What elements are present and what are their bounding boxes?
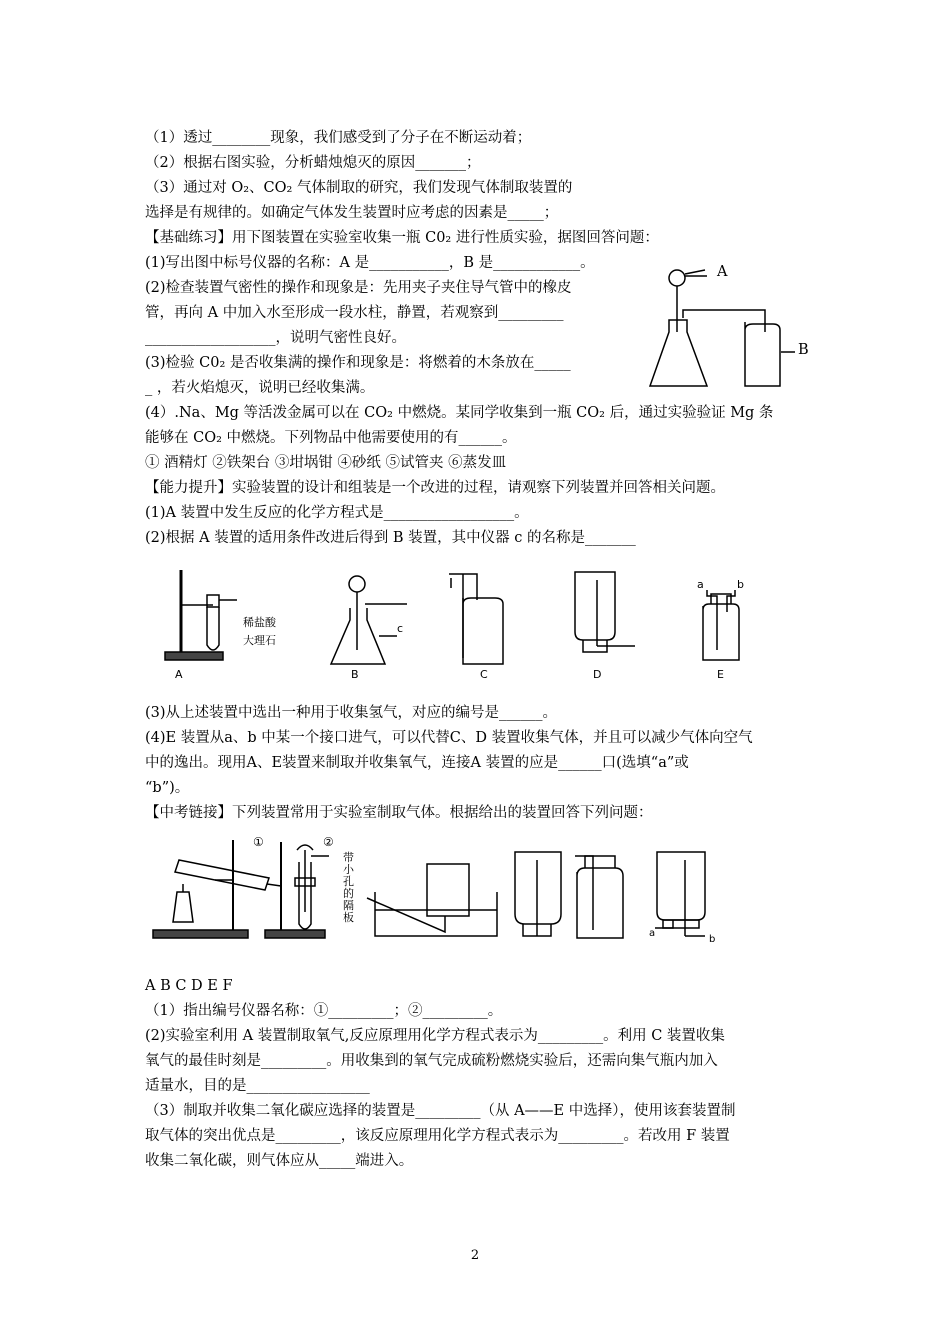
- figure2-label-a: a: [697, 578, 704, 591]
- figure2-caption-b: B: [351, 668, 359, 681]
- figure2-caption-a: A: [175, 668, 183, 681]
- figure1-label-b: B: [798, 342, 809, 358]
- text-line-9: __________________，说明气密性良好。: [145, 330, 406, 346]
- figure2-label-caco3: 大理石: [243, 634, 276, 647]
- text-line-13: 能够在 CO₂ 中燃烧。下列物品中他需要使用的有______。: [145, 430, 517, 446]
- text-line-16: (1)A 装置中发生反应的化学方程式是__________________。: [145, 505, 529, 521]
- text-line-10: (3)检验 C0₂ 是否收集满的操作和现象是：将燃着的木条放在_____: [145, 355, 571, 371]
- text-line-17: (2)根据 A 装置的适用条件改进后得到 B 装置，其中仪器 c 的名称是_______: [145, 530, 636, 546]
- text-line-3: （3）通过对 O₂、CO₂ 气体制取的研究，我们发现气体制取装置的: [145, 180, 573, 196]
- figure-apparatus-1: [645, 262, 810, 394]
- text-line-2: （2）根据右图实验，分析蜡烛熄灭的原因_______；: [145, 155, 481, 171]
- text-line-20: 中的逸出。现用A、E装置来制取并收集氧气，连接A 装置的应是______口(选填“a”或: [145, 755, 689, 771]
- text-line-30: 收集二氧化碳，则气体应从_____端进入。: [145, 1153, 414, 1169]
- figure1-label-a: A: [717, 264, 728, 280]
- text-line-21: “b”)。: [145, 780, 190, 796]
- text-line-19: (4)E 装置从a、b 中某一个接口进气，可以代替C、D 装置收集气体，并且可以减少气体向空气: [145, 730, 753, 746]
- figure2-caption-d: D: [593, 668, 602, 681]
- text-line-7: (2)检查装置气密性的操作和现象是：先用夹子夹住导气管中的橡皮: [145, 280, 572, 296]
- section-exam-heading: 【中考链接】下列装置常用于实验室制取气体。根据给出的装置回答下列问题：: [145, 805, 653, 821]
- text-line-28: （3）制取并收集二氧化碳应选择的装置是_________（从 A——E 中选择），使用该套装置制: [145, 1103, 736, 1119]
- figure2-caption-e: E: [717, 668, 724, 681]
- figure3-captions: A B C D E F: [145, 978, 233, 994]
- figure3-label-a: a: [649, 928, 656, 939]
- text-line-25: (2)实验室利用 A 装置制取氧气,反应原理用化学方程式表示为_________。利用 C 装置收集: [145, 1028, 725, 1044]
- text-line-18: (3)从上述装置中选出一种用于收集氢气，对应的编号是______。: [145, 705, 558, 721]
- text-line-11: _ ，若火焰熄灭，说明已经收集满。: [145, 380, 375, 396]
- figure2-caption-c: C: [480, 668, 488, 681]
- figure3-vertical-note: 带小孔的隔板: [343, 851, 354, 924]
- figure2-label-b: b: [737, 578, 744, 591]
- text-line-27: 适量水，目的是_________________: [145, 1078, 370, 1094]
- section-basic-heading: 【基础练习】用下图装置在实验室收集一瓶 C0₂ 进行性质实验，据图回答问题：: [145, 230, 659, 246]
- text-line-8: 管，再向 A 中加入水至形成一段水柱，静置，若观察到_________: [145, 305, 564, 321]
- figure3-label-b: b: [709, 934, 716, 945]
- figure-apparatus-2: [145, 560, 770, 685]
- text-line-24: （1）指出编号仪器名称：①_________；②_________。: [145, 1003, 503, 1019]
- text-line-12: (4）.Na、Mg 等活泼金属可以在 CO₂ 中燃烧。某同学收集到一瓶 CO₂ 后，通过实验验证 Mg 条: [145, 405, 774, 421]
- section-ability-heading: 【能力提升】实验装置的设计和组装是一个改进的过程，请观察下列装置并回答相关问题。: [145, 480, 725, 496]
- text-line-26: 氧气的最佳时刻是_________。用收集到的氧气完成硫粉燃烧实验后，还需向集气瓶内加入: [145, 1053, 718, 1069]
- figure3-label-1: ①: [253, 835, 264, 849]
- figure3-label-2: ②: [323, 835, 334, 849]
- text-line-4: 选择是有规律的。如确定气体发生装置时应考虑的因素是_____；: [145, 205, 559, 221]
- text-line-14: ① 酒精灯 ②铁架台 ③坩埚钳 ④砂纸 ⑤试管夹 ⑥蒸发皿: [145, 455, 507, 471]
- text-line-6: (1)写出图中标号仪器的名称：A 是___________，B 是____________。: [145, 255, 595, 271]
- figure2-label-c: c: [397, 622, 404, 635]
- text-line-29: 取气体的突出优点是_________，该反应原理用化学方程式表示为_________。若改用 F 装置: [145, 1128, 730, 1144]
- figure2-label-hcl: 稀盐酸: [243, 616, 276, 629]
- page-number: 2: [470, 1248, 480, 1263]
- figure-apparatus-3: [145, 832, 730, 947]
- text-line-1: （1）透过________现象，我们感受到了分子在不断运动着；: [145, 130, 532, 146]
